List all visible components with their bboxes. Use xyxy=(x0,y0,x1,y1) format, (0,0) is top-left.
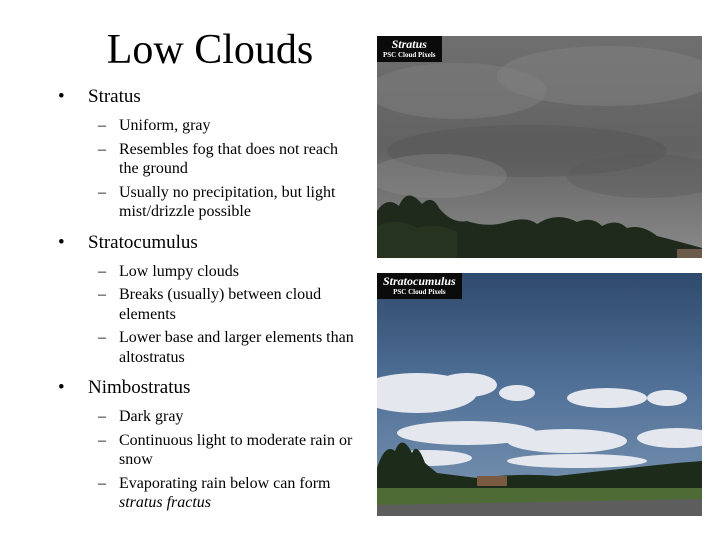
sub-item-text: Low lumpy clouds xyxy=(119,262,239,280)
dash: – xyxy=(98,474,106,492)
bullet-heading: Nimbostratus xyxy=(88,377,191,398)
dash: – xyxy=(98,262,106,280)
photo-label-name: Stratus xyxy=(391,37,427,51)
sub-item xyxy=(98,407,358,427)
bullet-stratus xyxy=(58,86,358,108)
stratocumulus-photo-image xyxy=(377,273,702,516)
sub-list-stratus xyxy=(58,116,358,222)
sub-item-text-plain: Evaporating rain below can form xyxy=(119,474,331,492)
bullet-nimbostratus xyxy=(58,377,358,399)
sub-list-stratocumulus xyxy=(58,262,358,368)
sub-item-text xyxy=(119,474,358,513)
bullet-dot: • xyxy=(58,231,65,253)
sub-item xyxy=(98,474,358,513)
sub-item-text: Breaks (usually) between cloud elements xyxy=(119,286,322,323)
slide-title: Low Clouds xyxy=(106,27,314,73)
sub-item-text: Lower base and larger elements than altostratus xyxy=(119,329,354,366)
sub-list-nimbostratus xyxy=(58,407,358,513)
dash: – xyxy=(98,286,106,303)
dash: – xyxy=(98,408,106,425)
sub-item xyxy=(98,140,358,179)
sub-item-text-italic: stratus fractus xyxy=(119,494,212,511)
bullet-dot: • xyxy=(58,377,65,398)
dash: – xyxy=(98,431,106,449)
photo-label-name: Stratocumulus xyxy=(383,274,456,288)
stratus-photo-label xyxy=(377,36,442,62)
bullet-heading: Stratocumulus xyxy=(88,231,198,253)
sub-item xyxy=(98,116,358,136)
dash: – xyxy=(98,117,106,134)
sub-item-text: Dark gray xyxy=(119,408,184,425)
sub-item xyxy=(98,431,358,470)
dash: – xyxy=(98,140,106,158)
sub-item-text: Usually no precipitation, but light mist/drizzle possible xyxy=(119,183,336,220)
sub-item xyxy=(98,328,358,367)
stratocumulus-photo-label xyxy=(377,273,462,299)
dash: – xyxy=(98,183,106,201)
bullet-stratocumulus xyxy=(58,232,358,254)
sub-item-text: Resembles fog that does not reach the ground xyxy=(119,140,339,177)
bullet-list xyxy=(58,86,358,523)
sub-item xyxy=(98,285,358,324)
dash: – xyxy=(98,329,106,346)
sub-item-text: Uniform, gray xyxy=(119,117,211,134)
photo-label-credit: PSC Cloud Pixels xyxy=(383,51,436,59)
stratocumulus-photo xyxy=(377,273,702,516)
stratus-photo-image xyxy=(377,36,702,258)
bullet-heading: Stratus xyxy=(88,86,141,107)
sub-item-text: Continuous light to moderate rain or snow xyxy=(119,431,353,468)
stratus-photo xyxy=(377,36,702,258)
photo-label-credit: PSC Cloud Pixels xyxy=(393,288,446,296)
bullet-dot: • xyxy=(58,86,65,107)
sub-item xyxy=(98,262,358,282)
sub-item xyxy=(98,183,358,222)
